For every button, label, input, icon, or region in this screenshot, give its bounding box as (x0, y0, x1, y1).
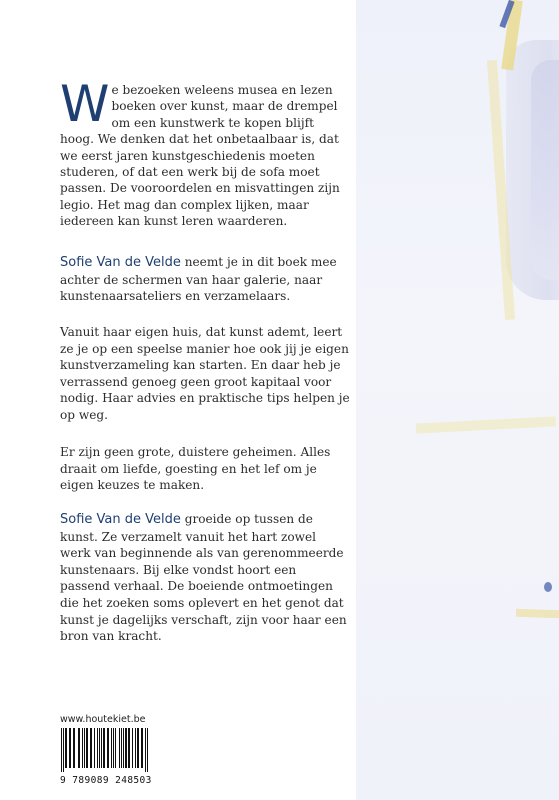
barcode-bars (60, 728, 152, 772)
publisher-website: www.houtekiet.be (60, 714, 146, 725)
barcode-bar (65, 728, 67, 768)
isbn-barcode (60, 728, 150, 790)
barcode-bar (128, 728, 130, 768)
photo-shadow (531, 60, 559, 280)
barcode-bar (73, 728, 75, 768)
barcode-bar (135, 728, 136, 768)
author-name: Sofie Van de Velde (60, 512, 181, 527)
author-bio-paragraph (60, 511, 350, 645)
barcode-bar (147, 728, 148, 772)
barcode-bar (94, 728, 95, 768)
cover-photo (356, 0, 559, 800)
barcode-bar (137, 728, 139, 768)
barcode-bar (121, 728, 122, 768)
barcode-bar (103, 728, 105, 768)
barcode-bar (125, 728, 127, 768)
barcode-bar (115, 728, 116, 768)
barcode-bar (107, 728, 109, 768)
barcode-bar (119, 728, 120, 768)
photo-tape (516, 609, 559, 619)
barcode-bar (90, 728, 92, 768)
drop-cap: W (60, 75, 110, 133)
barcode-bar (113, 728, 114, 768)
barcode-bar (132, 728, 133, 768)
barcode-bar (101, 728, 102, 768)
barcode-bar (145, 728, 146, 772)
barcode-bar (86, 728, 88, 768)
paragraph-text: neemt je in dit boek mee achter de schermen van haar galerie, naar kunstenaarsateliers en verzamelaars. (60, 255, 337, 304)
isbn-digits: 9 789089 248503 (60, 775, 152, 786)
intro-text: e bezoeken weleens musea en lezen boeken over kunst, maar de drempel om een kunstwerk te kopen blijft hoog. We denken dat het onbetaalbaar is, dat we eerst jaren kunstgeschiedenis moeten studeren, of dat een werk bij de sofa moet passen. De vooroordelen en misvattingen zijn legio. Het mag dan complex lijken, maar iedereen kan kunst leren waarderen. (60, 83, 340, 229)
barcode-bar (69, 728, 71, 768)
photo-tape (416, 416, 556, 433)
barcode-bar (84, 728, 85, 768)
barcode-bar (63, 728, 64, 772)
paragraph-text: Vanuit haar eigen huis, dat kunst ademt, leert ze je op een speelse manier hoe ook jij je eigen kunstverzameling kan starten. En daar heb je verrassend genoeg geen groot kapitaal voor nodig. Haar advies en praktische tips helpen je op weg. (60, 325, 350, 422)
photo-ink-mark (544, 582, 552, 592)
author-name: Sofie Van de Velde (60, 255, 181, 270)
barcode-bar (82, 728, 83, 768)
barcode-bar (97, 728, 98, 768)
barcode-bar (61, 728, 62, 772)
barcode-bar (99, 728, 100, 768)
barcode-bar (123, 728, 124, 768)
barcode-bar (141, 728, 143, 768)
paragraph-text: Er zijn geen grote, duistere geheimen. Alles draait om liefde, goesting en het lef om je eigen keuzes te maken. (60, 445, 331, 493)
barcode-bar (78, 728, 80, 768)
paragraph-text: groeide op tussen de kunst. Ze verzamelt vanuit het hart zowel werk van beginnende als van gerenommeerde kunstenaars. Bij elke vondst hoort een passend verhaal. De boeiende ontmoetingen die het zoeken soms oplevert en het genot dat kunst je dagelijks verschaft, zijn voor haar een bron van kracht. (60, 512, 347, 644)
author-intro-paragraph (60, 254, 350, 305)
intro-paragraph (60, 75, 350, 230)
barcode-bar (111, 728, 112, 768)
